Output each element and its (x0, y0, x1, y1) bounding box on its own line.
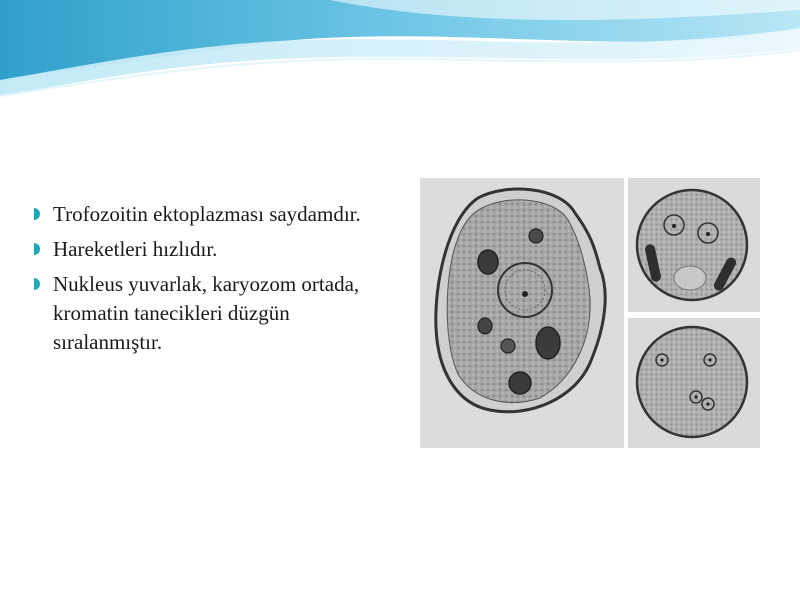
bullet-item (32, 235, 362, 264)
bullet-icon (32, 207, 46, 221)
bullet-item (32, 270, 362, 357)
header-wave-decoration (0, 0, 800, 110)
bullet-icon (32, 242, 46, 256)
cyst-with-chromatoid-bodies-drawing (637, 190, 747, 300)
bullet-text: Hareketleri hızlıdır. (53, 237, 218, 261)
bullet-text: Trofozoitin ektoplazması saydamdır. (53, 202, 361, 226)
trophozoite-drawing (436, 189, 605, 412)
bullet-item (32, 200, 362, 229)
bullet-list (32, 200, 362, 363)
bullet-text: Nukleus yuvarlak, karyozom ortada, kromatin tanecikleri düzgün sıralanmıştır. (53, 272, 360, 354)
bullet-icon (32, 277, 46, 291)
quadrinucleate-cyst-drawing (637, 327, 747, 437)
trophozoite-and-cyst-figure (420, 178, 760, 448)
